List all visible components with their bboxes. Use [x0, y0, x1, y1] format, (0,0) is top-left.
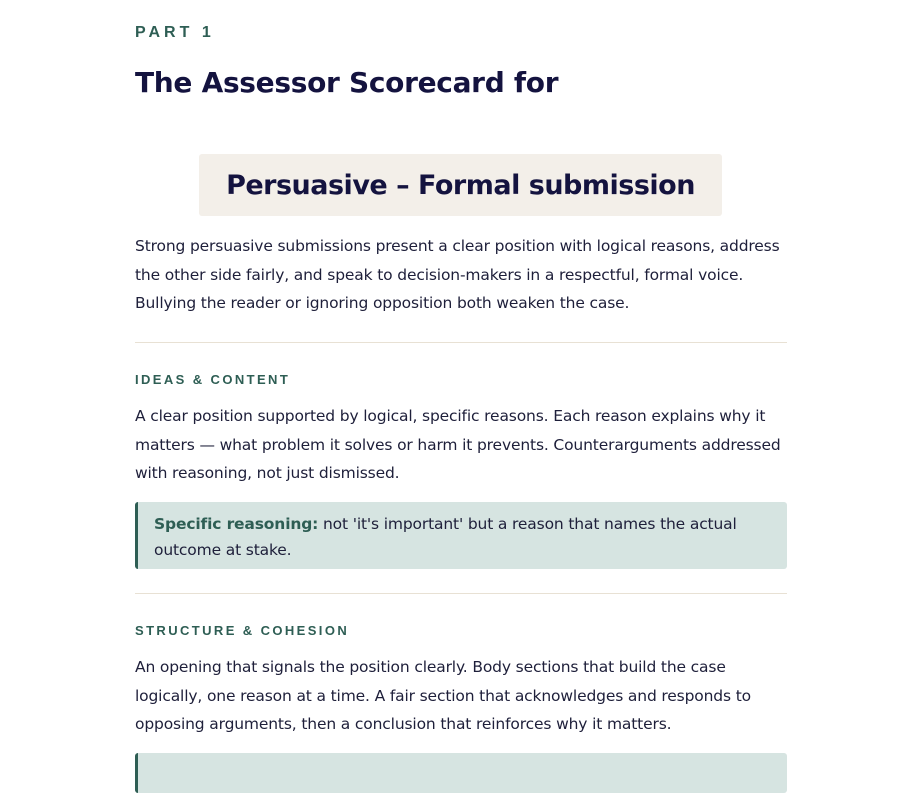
callout-body: not 'it's important' but a reason that names the actual outcome at stake.	[154, 515, 737, 559]
intro-paragraph: Strong persuasive submissions present a clear position with logical reasons, address the other side fairly, and speak to decision-makers in a respectful, formal voice. Bullying the reader or ignoring opposition both weaken the case.	[135, 237, 780, 312]
page-title: The Assessor Scorecard for	[135, 66, 559, 99]
part-label: PART 1	[135, 24, 215, 41]
section-label-structure: STRUCTURE & COHESION	[135, 623, 350, 638]
section-body-structure: An opening that signals the position clearly. Body sections that build the case logically, one reason at a time. A fair section that acknowledges and responds to opposing arguments, then a conclusion that reinforces why it matters.	[135, 658, 751, 733]
callout-ideas	[135, 502, 787, 569]
callout-structure	[135, 753, 787, 793]
section-label-ideas: IDEAS & CONTENT	[135, 372, 291, 387]
section-divider	[135, 342, 787, 343]
callout-strong-label: Specific reasoning:	[154, 515, 319, 533]
callout-text	[138, 502, 787, 563]
section-divider	[135, 593, 787, 594]
genre-title: Persuasive – Formal submission	[226, 169, 695, 201]
section-body-ideas: A clear position supported by logical, specific reasons. Each reason explains why it matters — what problem it solves or harm it prevents. Counterarguments addressed with reasoning, not just dismissed.	[135, 407, 781, 482]
genre-banner	[199, 154, 722, 216]
